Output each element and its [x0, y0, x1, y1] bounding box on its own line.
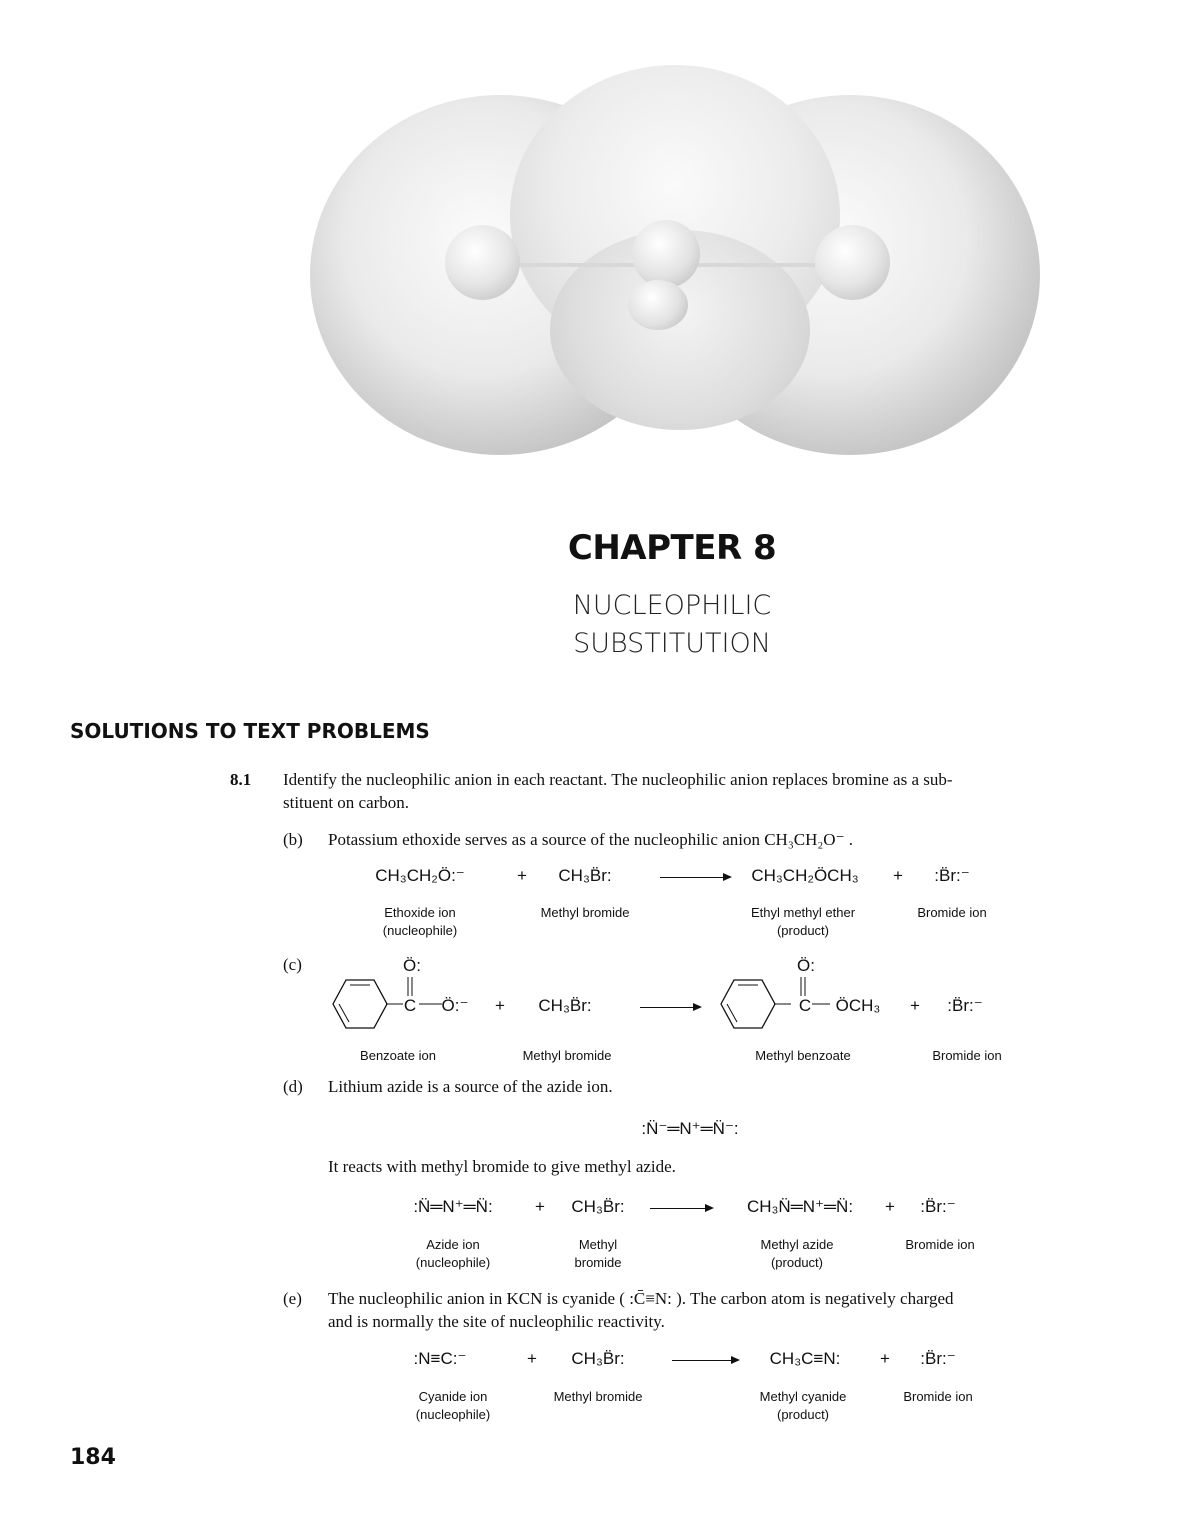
azide-ion-structure: :N̈⁻═N⁺═N̈⁻: [641, 1119, 739, 1138]
part-e-text-line2: and is normally the site of nucleophilic reactivity. [328, 1312, 665, 1331]
label-bromide: Bromide ion [903, 1389, 973, 1404]
section-heading: SOLUTIONS TO TEXT PROBLEMS [70, 719, 430, 743]
bromide-formula: :B̈r:⁻ [920, 1349, 956, 1368]
cyanide-formula: :N≡C:⁻ [413, 1349, 467, 1368]
label-line: (product) [776, 923, 830, 938]
label-line: Azide ion [426, 1237, 480, 1252]
plus-sign: + [880, 1349, 890, 1368]
label-line: (product) [776, 1407, 830, 1422]
label-line: Ethyl methyl ether [750, 905, 856, 920]
label-line: Methyl azide [760, 1237, 834, 1252]
page-number: 184 [70, 1445, 116, 1470]
carbonyl-oxygen: Ö: [403, 956, 421, 975]
part-d-marker: (d) [283, 1077, 303, 1096]
label-azide [416, 1236, 490, 1272]
label-line: Methyl [578, 1237, 618, 1252]
part-b-marker: (b) [283, 830, 303, 849]
methoxy-group: ÖCH₃ [835, 996, 881, 1015]
azide-formula: :N̈═N⁺═N̈: [413, 1197, 493, 1216]
label-bromide: Bromide ion [905, 1237, 975, 1252]
methyl-bromide-formula: CH₃B̈r: [571, 1349, 625, 1368]
reaction-arrow [640, 1007, 700, 1008]
label-methyl-bromide [575, 1236, 622, 1272]
part-b-text: Potassium ethoxide serves as a source of the nucleophilic anion CH₃CH₂O⁻ . [328, 830, 854, 849]
reaction-arrow [650, 1208, 712, 1209]
problem-intro-line1: Identify the nucleophilic anion in each reactant. The nucleophilic anion replaces bromine as a sub- [283, 770, 953, 789]
benzene-ring-icon [720, 978, 776, 1030]
label-methyl-bromide: Methyl bromide [540, 905, 630, 920]
bromide-formula: :B̈r:⁻ [947, 996, 983, 1015]
label-methyl-azide [761, 1236, 834, 1272]
problem-intro-line2: stituent on carbon. [283, 793, 410, 812]
plus-sign: + [910, 996, 920, 1015]
part-e-marker: (e) [283, 1289, 302, 1308]
methyl-bromide-formula: CH₃B̈r: [571, 1197, 625, 1216]
chapter-number: CHAPTER 8 [567, 528, 777, 568]
part-d-text2: It reacts with methyl bromide to give methyl azide. [328, 1157, 676, 1176]
label-methyl-benzoate: Methyl benzoate [755, 1048, 851, 1063]
label-line: Methyl cyanide [759, 1389, 847, 1404]
carbonyl-oxygen: Ö: [797, 956, 815, 975]
molecular-model-image [310, 60, 1040, 460]
reaction-arrow [672, 1360, 738, 1361]
label-line: (product) [770, 1255, 824, 1270]
methyl-azide-formula: CH₃N̈═N⁺═N̈: [746, 1197, 854, 1216]
label-line: (nucleophile) [382, 923, 458, 938]
methyl-cyanide-formula: CH₃C≡N: [769, 1349, 841, 1368]
carbonyl-carbon: C [798, 996, 812, 1015]
label-methyl-bromide: Methyl bromide [553, 1389, 643, 1404]
carboxylate-oxygen: Ö:⁻ [441, 996, 469, 1015]
label-benzoate: Benzoate ion [360, 1048, 436, 1063]
methyl-bromide-formula: CH₃B̈r: [558, 866, 612, 885]
bromide-formula: :B̈r:⁻ [920, 1197, 956, 1216]
part-c-marker: (c) [283, 955, 302, 974]
problem-number: 8.1 [230, 770, 252, 789]
label-methyl-cyanide [760, 1388, 847, 1424]
reaction-arrow [660, 877, 730, 878]
part-d-text: Lithium azide is a source of the azide ion. [328, 1077, 613, 1096]
plus-sign: + [527, 1349, 537, 1368]
label-ether [751, 904, 855, 940]
plus-sign: + [517, 866, 527, 885]
label-line: bromide [574, 1255, 622, 1270]
bromide-formula: :B̈r:⁻ [934, 866, 970, 885]
carbonyl-carbon: C [403, 996, 417, 1015]
label-ethoxide [383, 904, 457, 940]
ether-formula: CH₃CH₂ÖCH₃ [751, 866, 859, 885]
ethoxide-formula: CH₃CH₂Ö:⁻ [375, 866, 465, 885]
plus-sign: + [885, 1197, 895, 1216]
label-line: Cyanide ion [418, 1389, 488, 1404]
label-bromide: Bromide ion [932, 1048, 1002, 1063]
benzene-ring-icon [332, 978, 388, 1030]
label-line: (nucleophile) [415, 1255, 491, 1270]
plus-sign: + [535, 1197, 545, 1216]
label-line: (nucleophile) [415, 1407, 491, 1422]
label-bromide: Bromide ion [917, 905, 987, 920]
label-methyl-bromide: Methyl bromide [522, 1048, 612, 1063]
label-cyanide [416, 1388, 490, 1424]
methyl-bromide-formula: CH₃B̈r: [538, 996, 592, 1015]
chapter-title-line2: SUBSTITUTION [573, 628, 771, 659]
chapter-title-line1: NUCLEOPHILIC [572, 590, 772, 621]
plus-sign: + [893, 866, 903, 885]
part-e-text-line1: The nucleophilic anion in KCN is cyanide ( :C̄≡N: ). The carbon atom is negatively charged [328, 1289, 954, 1308]
plus-sign: + [495, 996, 505, 1015]
label-line: Ethoxide ion [384, 905, 456, 920]
